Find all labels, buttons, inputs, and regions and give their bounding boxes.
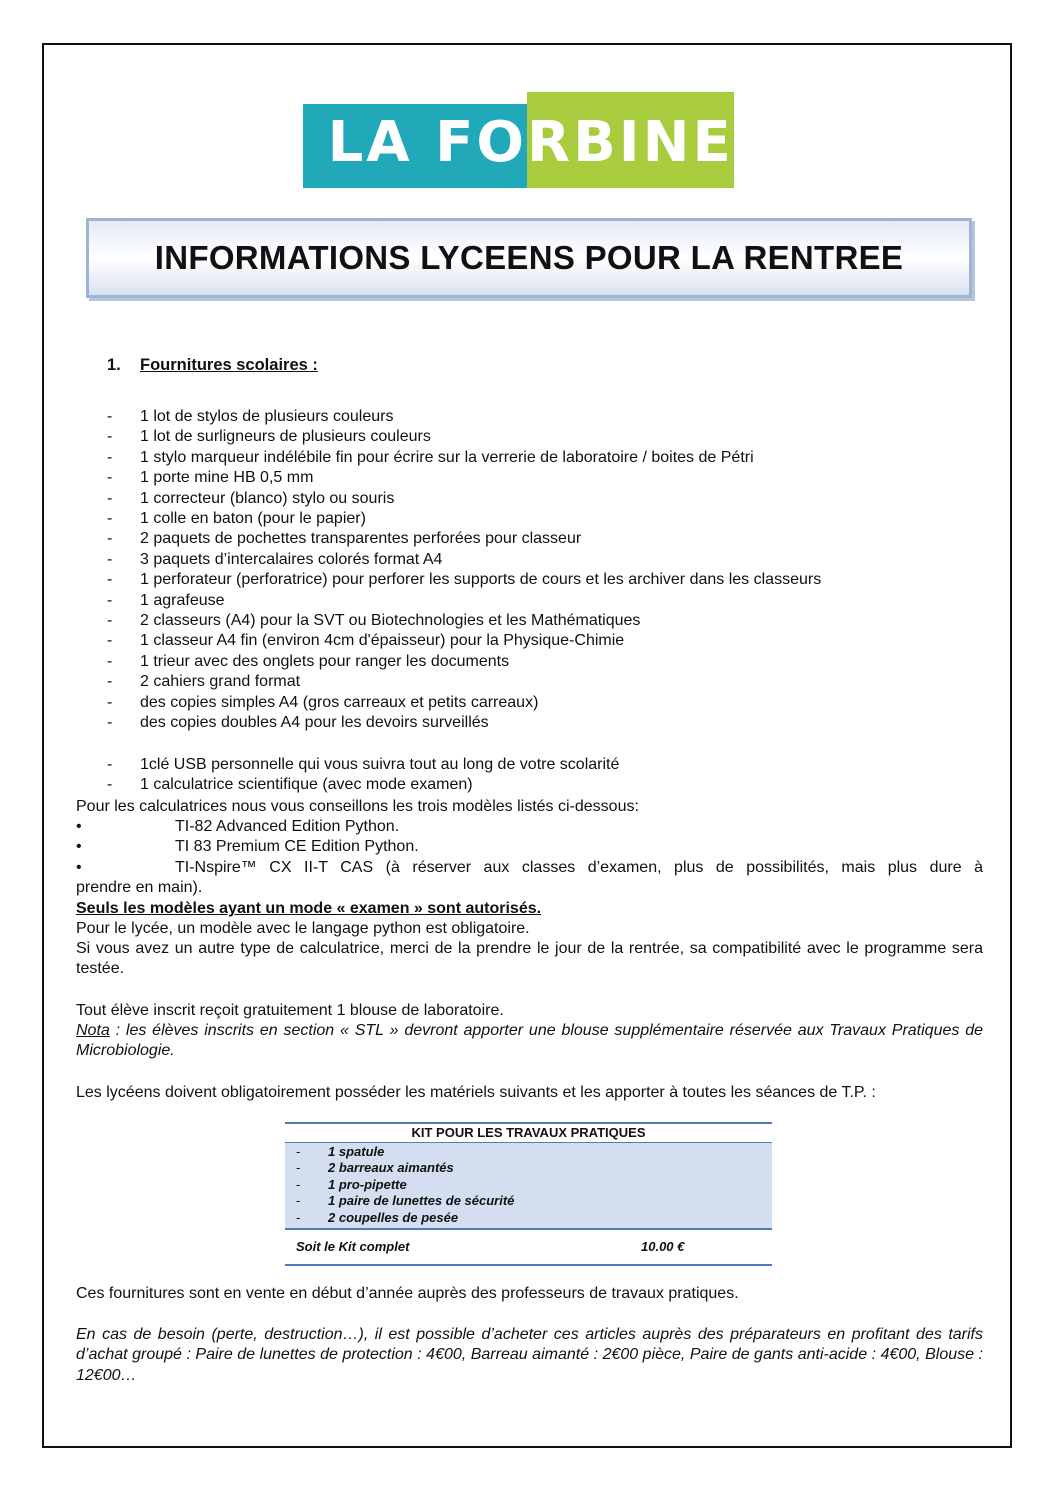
nota-paragraph xyxy=(76,1021,983,1062)
supply-item: 1clé USB personnelle qui vous suivra tout au long de votre scolarité xyxy=(140,756,620,773)
list-dash: - xyxy=(107,510,113,527)
supply-item: 1 calculatrice scientifique (avec mode examen) xyxy=(140,776,473,794)
sale-info: Ces fournitures sont en vente en début d’année auprès des professeurs de travaux pratiques. xyxy=(76,1285,739,1302)
list-dash: - xyxy=(107,530,113,548)
supply-item: 1 lot de surligneurs de plusieurs couleurs xyxy=(140,428,431,446)
list-dash: - xyxy=(107,756,113,773)
list-dash: - xyxy=(107,693,113,711)
list-dash: - xyxy=(107,673,113,691)
list-dash: - xyxy=(107,408,113,425)
calc-rule: Seuls les modèles ayant un mode « examen » sont autorisés. xyxy=(76,900,542,917)
list-dash: - xyxy=(107,489,113,507)
section-number: 1. xyxy=(107,356,121,374)
list-dash: - xyxy=(107,612,113,629)
calc-intro: Pour les calculatrices nous vous conseillons les trois modèles listés ci-dessous: xyxy=(76,798,639,815)
kit-item-label: 1 paire de lunettes de sécurité xyxy=(328,1193,515,1209)
kit-item xyxy=(285,1210,772,1226)
nota-text: : les élèves inscrits en section « STL » devront apporter une blouse supplémentaire réservée aux Travaux Pratiques de Microbiologie. xyxy=(76,1022,983,1060)
kit-table xyxy=(285,1122,772,1266)
nota-label: Nota xyxy=(76,1022,110,1039)
bullet-mark: • xyxy=(76,818,82,835)
list-dash: - xyxy=(107,448,113,466)
list-dash: - xyxy=(107,652,113,670)
list-dash: - xyxy=(107,571,113,589)
la-forbine-logo xyxy=(303,92,734,188)
calc-model: TI 83 Premium CE Edition Python. xyxy=(175,838,419,855)
list-dash: - xyxy=(107,469,113,487)
kit-item xyxy=(285,1177,772,1193)
logo-right-text: RBINE xyxy=(527,110,734,175)
kit-total-label: Soit le Kit complet xyxy=(296,1238,410,1254)
calc-other-note: Si vous avez un autre type de calculatrice, merci de la prendre le jour de la rentrée, sa compatibilité avec le programme sera testée. xyxy=(76,940,983,978)
bullet-mark: • xyxy=(76,838,82,855)
kit-item-dash: - xyxy=(296,1209,301,1225)
supply-item: 1 trieur avec des onglets pour ranger les documents xyxy=(140,652,510,670)
kit-item-dash: - xyxy=(296,1160,301,1176)
kit-item-label: 1 spatule xyxy=(328,1144,385,1159)
supply-item: des copies simples A4 (gros carreaux et petits carreaux) xyxy=(140,693,539,711)
logo-left-text: LA FO xyxy=(327,110,527,175)
kit-item-label: 2 barreaux aimantés xyxy=(328,1160,454,1176)
list-dash: - xyxy=(107,591,113,609)
supply-item: 1 lot de stylos de plusieurs couleurs xyxy=(140,408,394,425)
kit-total-row xyxy=(285,1230,772,1266)
supply-item: 1 classeur A4 fin (environ 4cm d'épaisseur) pour la Physique-Chimie xyxy=(140,632,625,650)
list-dash: - xyxy=(107,632,113,650)
kit-total-price: 10.00 € xyxy=(641,1238,685,1254)
list-dash: - xyxy=(107,428,113,446)
blouse-note: Tout élève inscrit reçoit gratuitement 1 blouse de laboratoire. xyxy=(76,1002,504,1019)
list-dash: - xyxy=(107,776,113,794)
supply-item: 1 correcteur (blanco) stylo ou souris xyxy=(140,489,395,507)
list-dash: - xyxy=(107,550,113,568)
purchase-info: En cas de besoin (perte, destruction…), il est possible d’acheter ces articles auprès des préparateurs en profitant des tarifs d’achat groupé : Paire de lunettes de protection : 4€00, Barreau aimanté : 2€00 pièce, Paire de gants anti-acide : 4€00, Blouse : 12€00… xyxy=(76,1326,983,1384)
calc-model-continued: prendre en main). xyxy=(76,879,203,896)
supply-item: 1 porte mine HB 0,5 mm xyxy=(140,469,314,487)
supply-item: des copies doubles A4 pour les devoirs surveillés xyxy=(140,714,489,731)
title-banner xyxy=(86,218,972,298)
supply-item: 1 colle en baton (pour le papier) xyxy=(140,510,366,527)
kit-item-dash: - xyxy=(296,1193,301,1209)
supply-item: 2 classeurs (A4) pour la SVT ou Biotechnologies et les Mathématiques xyxy=(140,612,641,629)
kit-item xyxy=(285,1193,772,1209)
logo-left-block xyxy=(303,92,527,188)
kit-header: KIT POUR LES TRAVAUX PRATIQUES xyxy=(411,1125,646,1140)
section-heading xyxy=(107,356,318,375)
section-title: Fournitures scolaires : xyxy=(140,356,318,374)
supply-item: 3 paquets d’intercalaires colorés format A4 xyxy=(140,550,443,568)
kit-item-label: 1 pro-pipette xyxy=(328,1176,407,1192)
bullet-mark: • xyxy=(76,859,82,876)
calc-model: TI-82 Advanced Edition Python. xyxy=(175,818,400,835)
calc-model: TI-Nspire™ CX II-T CAS (à réserver aux classes d’examen, plus de possibilités, mais plus dure à xyxy=(175,859,983,876)
kit-item-dash: - xyxy=(296,1144,301,1159)
kit-item xyxy=(285,1160,772,1176)
kit-item-label: 2 coupelles de pesée xyxy=(328,1209,459,1225)
supply-item: 2 cahiers grand format xyxy=(140,673,301,691)
calc-python-note: Pour le lycée, un modèle avec le langage python est obligatoire. xyxy=(76,920,530,937)
logo-right-block xyxy=(527,92,734,188)
supply-item: 2 paquets de pochettes transparentes perforées pour classeur xyxy=(140,530,582,548)
kit-item-dash: - xyxy=(296,1176,301,1192)
list-dash: - xyxy=(107,714,113,731)
kit-items xyxy=(285,1142,772,1230)
page-title: INFORMATIONS LYCEENS POUR LA RENTREE xyxy=(154,239,904,276)
supply-item: 1 perforateur (perforatrice) pour perforer les supports de cours et les archiver dans les classeurs xyxy=(140,571,822,589)
supply-item: 1 agrafeuse xyxy=(140,591,225,609)
kit-item xyxy=(285,1144,772,1160)
supply-item: 1 stylo marqueur indélébile fin pour écrire sur la verrerie de laboratoire / boites de Pétri xyxy=(140,448,754,466)
materials-intro: Les lycéens doivent obligatoirement posséder les matériels suivants et les apporter à toutes les séances de T.P. : xyxy=(76,1084,876,1101)
